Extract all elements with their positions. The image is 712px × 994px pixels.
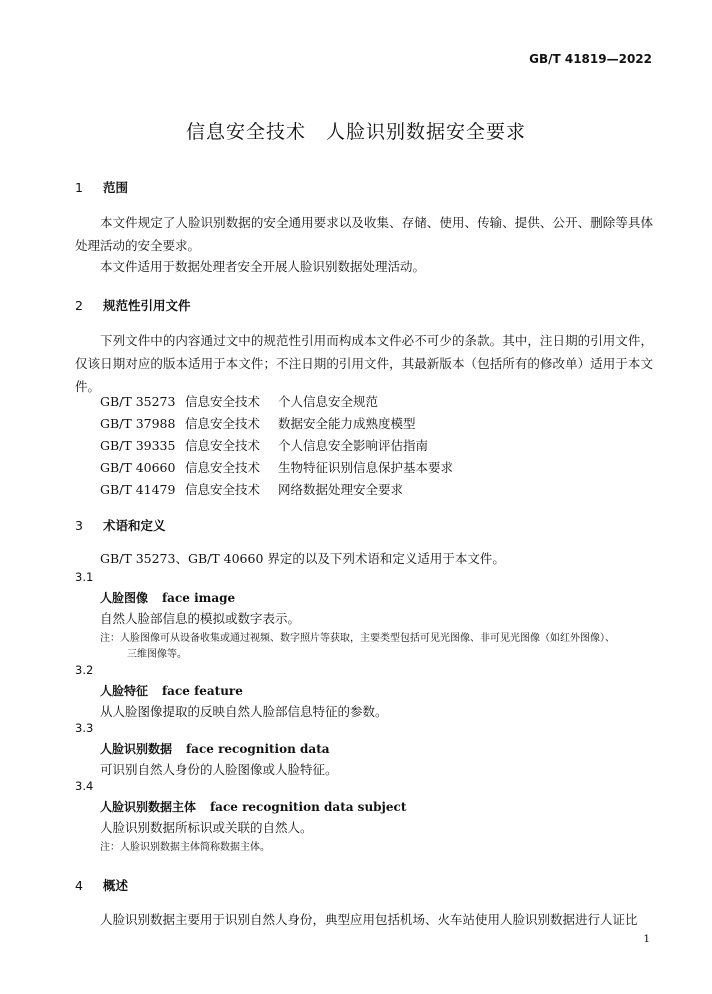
reference-code: GB/T 35273 (100, 394, 176, 409)
reference-code: GB/T 37988 (100, 416, 176, 431)
term-note: 注：人脸图像可从设备收集或通过视频、数字照片等获取，主要类型包括可见光图像、非可见光图像（如红外图像）、 (100, 633, 615, 644)
reference-code: GB/T 40660 (100, 460, 176, 475)
paragraph: 本文件规定了人脸识别数据的安全通用要求以及收集、存储、使用、传输、提供、公开、删除等具体处理活动的安全要求。 (75, 215, 653, 253)
term-definition: 从人脸图像提取的反映自然人脸部信息特征的参数。 (100, 704, 388, 719)
reference-item (100, 480, 403, 498)
term-en: face feature (162, 684, 243, 698)
reference-domain: 信息安全技术 (185, 394, 261, 409)
section-heading-terms (75, 516, 166, 534)
section-title: 概述 (103, 878, 129, 893)
standard-number: GB/T 41819—2022 (529, 52, 652, 66)
reference-name: 网络数据处理安全要求 (278, 482, 404, 497)
section-heading-normative-references (75, 296, 191, 314)
term-note: 注：人脸识别数据主体简称数据主体。 (100, 842, 270, 853)
term-definition: 人脸识别数据所标识或关联的自然人。 (100, 820, 313, 835)
reference-domain: 信息安全技术 (185, 482, 261, 497)
term-note-continued: 三维图像等。 (127, 649, 187, 660)
section-title: 术语和定义 (103, 518, 166, 533)
section-number: 3 (75, 518, 83, 533)
section-number: 1 (75, 180, 83, 195)
term-en: face image (162, 591, 236, 605)
paragraph: 人脸识别数据主要用于识别自然人身份，典型应用包括机场、火车站使用人脸识别数据进行人证比 (100, 912, 638, 927)
term-heading (100, 798, 406, 815)
term-zh: 人脸特征 (100, 684, 149, 698)
section-number: 4 (75, 878, 83, 893)
reference-code: GB/T 39335 (100, 438, 176, 453)
paragraph: 下列文件中的内容通过文中的规范性引用而构成本文件必不可少的条款。其中，注日期的引用文件，仅该日期对应的版本适用于本文件；不注日期的引用文件，其最新版本（包括所有的修改单）适用于本文件。 (75, 333, 653, 394)
section-heading-overview (75, 876, 128, 894)
reference-name: 个人信息安全影响评估指南 (278, 438, 429, 453)
page-number: 1 (643, 933, 650, 945)
section-number: 2 (75, 298, 83, 313)
reference-code: GB/T 41479 (100, 482, 176, 497)
term-zh: 人脸图像 (100, 591, 149, 605)
term-zh: 人脸识别数据 (100, 742, 173, 756)
term-zh: 人脸识别数据主体 (100, 800, 197, 814)
reference-name: 个人信息安全规范 (278, 394, 379, 409)
term-number: 3.2 (75, 663, 94, 677)
term-definition: 自然人脸部信息的模拟或数字表示。 (100, 611, 301, 626)
section-title: 规范性引用文件 (103, 298, 191, 313)
term-heading (100, 682, 243, 699)
term-definition: 可识别自然人身份的人脸图像或人脸特征。 (100, 762, 338, 777)
reference-domain: 信息安全技术 (185, 460, 261, 475)
paragraph: GB/T 35273、GB/T 40660 界定的以及下列术语和定义适用于本文件。 (100, 551, 505, 566)
term-heading (100, 740, 330, 757)
reference-item (100, 458, 453, 476)
section-title: 范围 (103, 180, 129, 195)
term-number: 3.1 (75, 570, 94, 584)
term-en: face recognition data subject (210, 800, 407, 814)
term-heading (100, 589, 235, 606)
reference-item (100, 436, 428, 454)
reference-domain: 信息安全技术 (185, 438, 261, 453)
reference-item (100, 414, 416, 432)
document-title: 信息安全技术 人脸识别数据安全要求 (185, 121, 526, 143)
reference-name: 数据安全能力成熟度模型 (278, 416, 416, 431)
reference-item (100, 392, 378, 410)
term-number: 3.4 (75, 779, 94, 793)
term-number: 3.3 (75, 721, 94, 735)
section-heading-scope (75, 178, 128, 196)
term-en: face recognition data (186, 742, 330, 756)
paragraph: 本文件适用于数据处理者安全开展人脸识别数据处理活动。 (100, 259, 426, 274)
reference-name: 生物特征识别信息保护基本要求 (278, 460, 454, 475)
reference-domain: 信息安全技术 (185, 416, 261, 431)
